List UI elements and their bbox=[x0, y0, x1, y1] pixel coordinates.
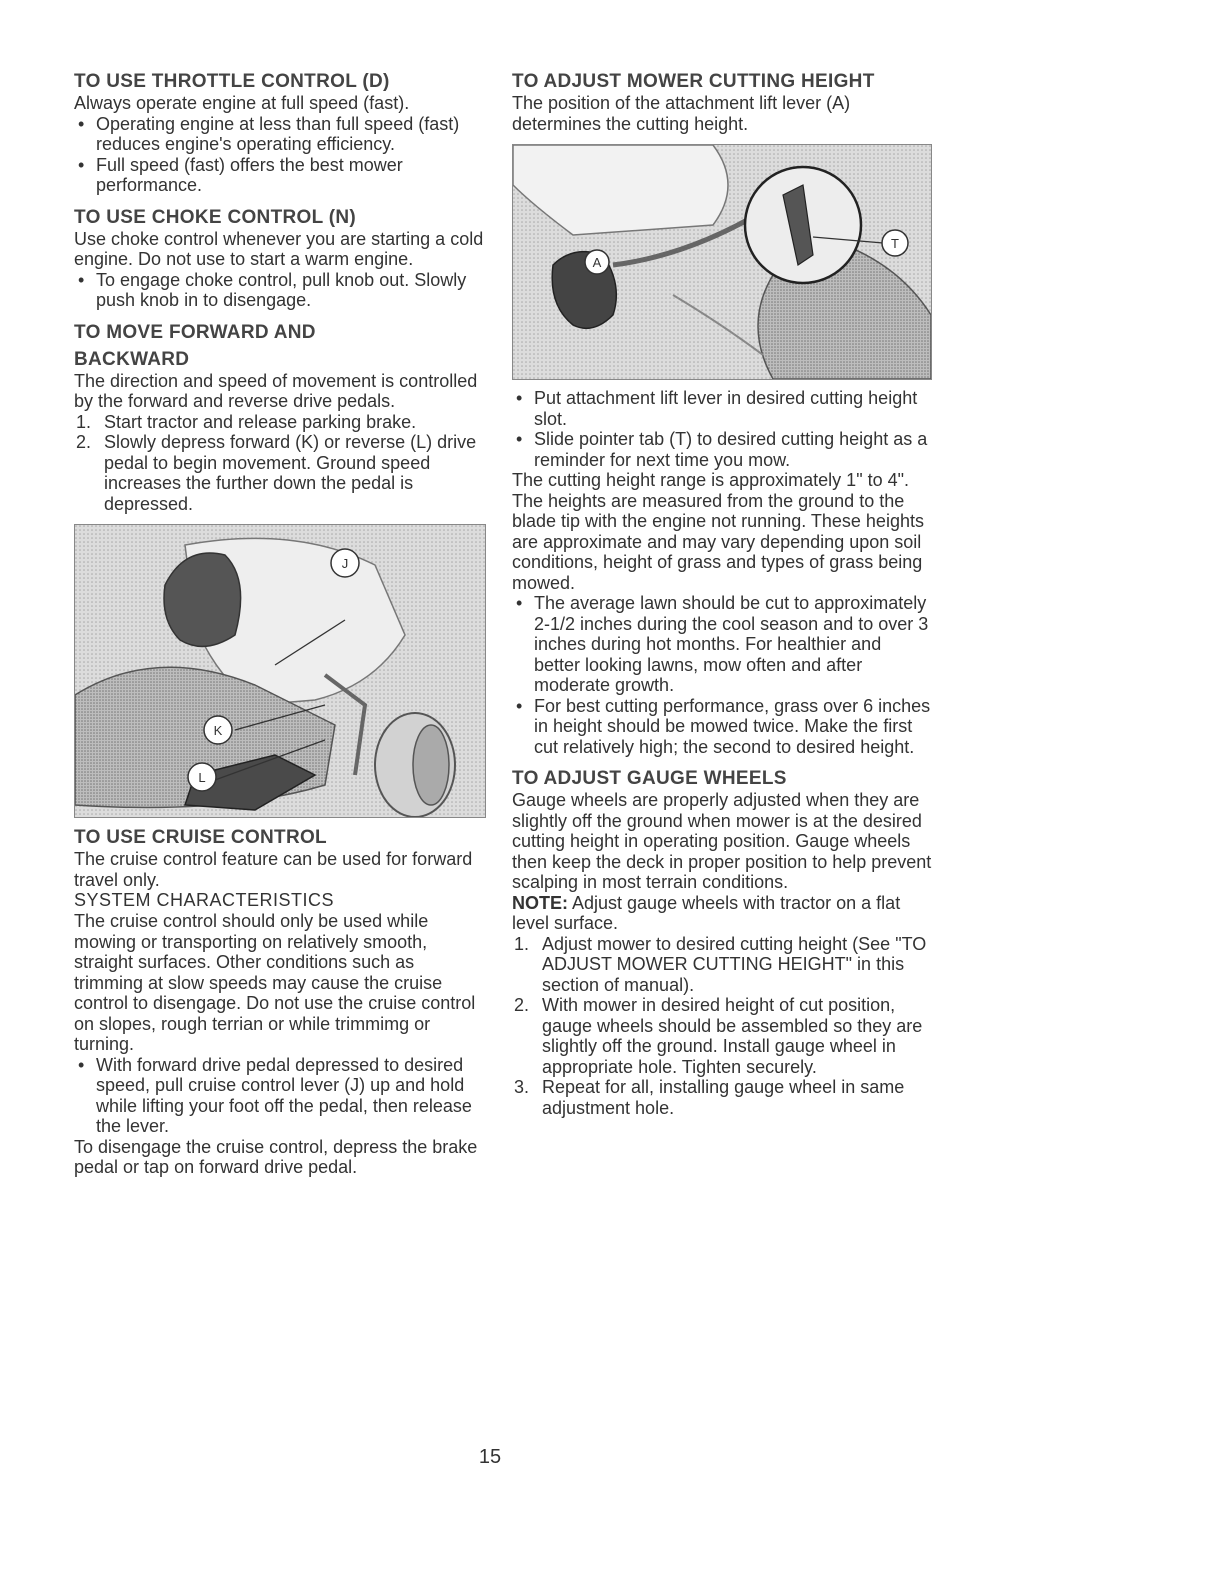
list-item: 3. Repeat for all, installing gauge wheel in same adjustment hole. bbox=[514, 1077, 905, 1118]
list-item: • For best cutting performance, grass over 6 inches in height should be mowed twice. Make the first cut relatively high; the second to desired height. bbox=[512, 696, 932, 758]
throttle-bullets bbox=[74, 114, 488, 196]
gauge-note bbox=[512, 893, 932, 934]
cutting-body: The cutting height range is approximately 1" to 4". The heights are measured from the ground to the blade tip with the engine not running. These heights are approximate and may vary depending upon soil conditions, height of grass and types of grass being mowed. bbox=[512, 470, 924, 593]
cruise-outro: To disengage the cruise control, depress the brake pedal or tap on forward drive pedal. bbox=[74, 1136, 478, 1177]
list-item: 2. With mower in desired height of cut position, gauge wheels should be assembled so they are slightly off the ground. Install gauge wheel in appropriate hole. Tighten securely. bbox=[514, 995, 923, 1077]
choke-heading: TO USE CHOKE CONTROL (N) bbox=[74, 206, 357, 228]
cutting-bullets-2 bbox=[512, 593, 932, 757]
pedal-illustration bbox=[75, 525, 485, 817]
list-item: • Operating engine at less than full speed (fast) reduces engine's operating efficiency. bbox=[74, 114, 488, 155]
cruise-bullets bbox=[74, 1055, 488, 1137]
move-heading-line2: BACKWARD bbox=[74, 348, 190, 370]
step-text: Adjust mower to desired cutting height (See "TO ADJUST MOWER CUTTING HEIGHT" in this section of manual). bbox=[542, 933, 927, 995]
list-item: • Full speed (fast) offers the best mower performance. bbox=[74, 155, 488, 196]
lift-lever-illustration bbox=[513, 145, 931, 379]
list-item: • To engage choke control, pull knob out. Slowly push knob in to disengage. bbox=[74, 270, 488, 311]
note-text: Adjust gauge wheels with tractor on a flat level surface. bbox=[512, 892, 901, 933]
step-text: Slowly depress forward (K) or reverse (L) drive pedal to begin movement. Ground speed increases the further down the pedal is depressed. bbox=[104, 432, 477, 514]
page-number: 15 bbox=[478, 1446, 502, 1468]
figure-label-t: T bbox=[891, 236, 899, 251]
cutting-heading: TO ADJUST MOWER CUTTING HEIGHT bbox=[512, 71, 875, 92]
list-item: • Put attachment lift lever in desired cutting height slot. bbox=[512, 388, 932, 429]
figure-label-a: A bbox=[592, 255, 602, 270]
throttle-intro: Always operate engine at full speed (fast). bbox=[74, 93, 410, 113]
figure-label-l: L bbox=[198, 770, 206, 785]
lift-lever-figure bbox=[512, 144, 932, 380]
move-heading-line1: TO MOVE FORWARD AND bbox=[74, 321, 316, 343]
step-text: Repeat for all, installing gauge wheel in same adjustment hole. bbox=[542, 1077, 905, 1118]
cruise-heading: TO USE CRUISE CONTROL bbox=[74, 827, 327, 848]
step-text: With mower in desired height of cut position, gauge wheels should be assembled so they are slightly off the ground. Install gauge wheel in appropriate hole. Tighten securely. bbox=[542, 995, 923, 1077]
gauge-intro: Gauge wheels are properly adjusted when they are slightly off the ground when mower is at the desired cutting height in operating position. Gauge wheels then keep the deck in proper position to help prevent scalping in most terrain conditions. bbox=[512, 790, 932, 892]
gauge-heading: TO ADJUST GAUGE WHEELS bbox=[512, 768, 787, 789]
cruise-body: The cruise control should only be used while mowing or transporting on relatively smooth, straight surfaces. Other conditions such as trimming at slow speeds may cause the cruise control to disengage. Do not use the cruise control on slopes, rough terrian or while trimmimg or turning. bbox=[74, 911, 476, 1054]
figure-label-j: J bbox=[341, 556, 349, 571]
choke-bullets bbox=[74, 270, 488, 311]
cutting-intro: The position of the attachment lift lever (A) determines the cutting height. bbox=[512, 93, 851, 134]
move-steps bbox=[74, 412, 488, 515]
cruise-intro: The cruise control feature can be used for forward travel only. bbox=[74, 849, 473, 890]
list-item: 1. Start tractor and release parking brake. bbox=[76, 411, 417, 432]
choke-intro: Use choke control whenever you are starting a cold engine. Do not use to start a warm engine. bbox=[74, 228, 484, 269]
cruise-subheading: SYSTEM CHARACTERISTICS bbox=[74, 890, 335, 910]
list-item: 2. Slowly depress forward (K) or reverse (L) drive pedal to begin movement. Ground speed increases the further down the pedal is depressed. bbox=[76, 432, 477, 514]
gauge-steps bbox=[512, 934, 932, 1119]
list-item: • With forward drive pedal depressed to desired speed, pull cruise control lever (J) up and hold while lifting your foot off the pedal, then release the lever. bbox=[74, 1055, 488, 1137]
list-item: • Slide pointer tab (T) to desired cutting height as a reminder for next time you mow. bbox=[512, 429, 932, 470]
list-item: • The average lawn should be cut to approximately 2-1/2 inches during the cool season and to over 3 inches during hot months. For healthier and better looking lawns, mow often and after moderate growth. bbox=[512, 593, 932, 696]
list-item: 1. Adjust mower to desired cutting height (See "TO ADJUST MOWER CUTTING HEIGHT" in this section of manual). bbox=[514, 933, 927, 995]
step-text: Start tractor and release parking brake. bbox=[104, 411, 417, 432]
left-column bbox=[74, 70, 488, 1178]
cutting-bullets bbox=[512, 388, 932, 470]
right-column bbox=[512, 70, 932, 1118]
move-intro: The direction and speed of movement is controlled by the forward and reverse drive pedals. bbox=[74, 370, 478, 411]
throttle-heading: TO USE THROTTLE CONTROL (D) bbox=[74, 71, 390, 92]
figure-label-k: K bbox=[213, 723, 223, 738]
note-label: NOTE: bbox=[512, 892, 568, 913]
pedal-figure bbox=[74, 524, 486, 818]
